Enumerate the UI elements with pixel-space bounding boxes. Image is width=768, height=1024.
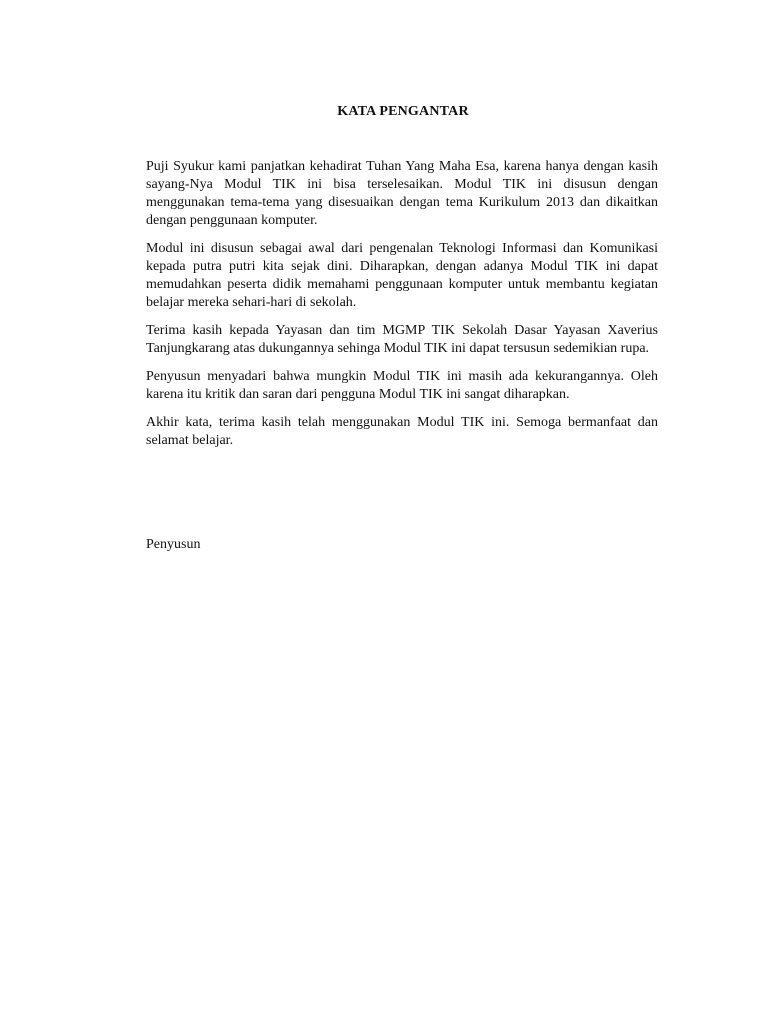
paragraph-3: Terima kasih kepada Yayasan dan tim MGMP TIK Sekolah Dasar Yayasan Xaverius Tanjungkarang atas dukungannya sehinga Modul TIK ini dapat tersusun sedemikian rupa.: [146, 323, 658, 356]
paragraph-2: Modul ini disusun sebagai awal dari pengenalan Teknologi Informasi dan Komunikasi kepada putra putri kita sejak dini. Diharapkan, dengan adanya Modul TIK ini dapat memudahkan peserta didik memahami penggunaan komputer untuk membantu kegiatan belajar mereka sehari-hari di sekolah.: [146, 241, 658, 310]
paragraph-5: Akhir kata, terima kasih telah menggunakan Modul TIK ini. Semoga bermanfaat dan selamat belajar.: [146, 415, 658, 448]
paragraph-1: Puji Syukur kami panjatkan kehadirat Tuhan Yang Maha Esa, karena hanya dengan kasih sayang-Nya Modul TIK ini bisa terselesaikan. Modul TIK ini disusun dengan menggunakan tema-tema yang disesuaikan dengan tema Kurikulum 2013 dan dikaitkan dengan penggunaan komputer.: [146, 159, 658, 228]
page-title: KATA PENGANTAR: [337, 104, 469, 119]
body-text: [146, 158, 658, 460]
signature: Penyusun: [146, 537, 201, 552]
paragraph-4: Penyusun menyadari bahwa mungkin Modul TIK ini masih ada kekurangannya. Oleh karena itu kritik dan saran dari pengguna Modul TIK ini sangat diharapkan.: [146, 369, 658, 402]
